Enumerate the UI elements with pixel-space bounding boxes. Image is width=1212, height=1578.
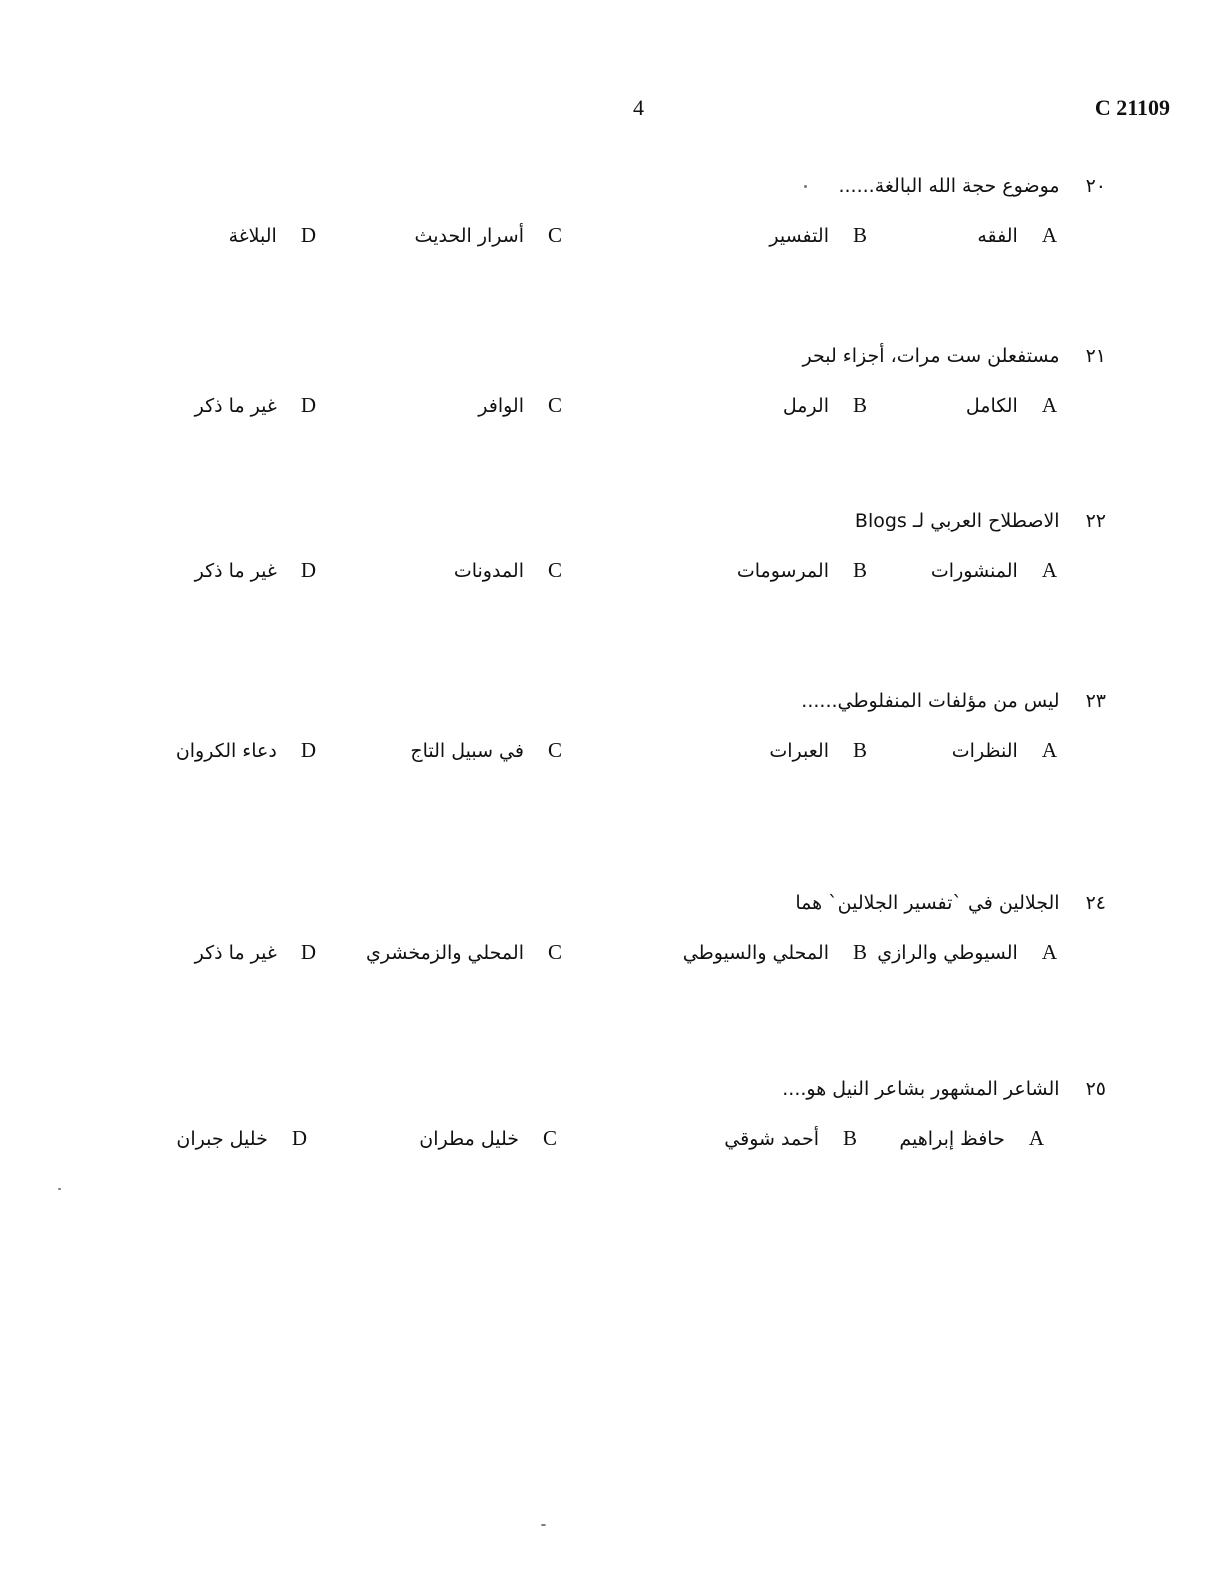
option-b[interactable] [769,223,867,248]
option-d[interactable] [229,223,316,248]
option-a[interactable] [952,738,1057,763]
option-b[interactable] [769,738,867,763]
question-21 [0,345,1212,455]
option-letter: B [842,1126,857,1150]
option-a[interactable] [899,1126,1044,1151]
option-letter: A [1041,738,1057,762]
option-text: غير ما ذكر [194,395,277,417]
question-stem [803,345,1107,367]
option-letter: C [542,1126,557,1150]
option-letter: C [547,940,562,964]
option-letter: D [300,940,316,964]
page-number: 4 [633,95,644,120]
option-b[interactable] [737,558,867,583]
option-c[interactable] [415,223,562,248]
question-number: ٢٤ [1085,892,1106,914]
option-a[interactable] [877,940,1057,965]
question-stem [782,1078,1106,1100]
option-c[interactable] [454,558,562,583]
option-text: خليل مطران [419,1128,519,1150]
option-c[interactable] [478,393,562,418]
question-text: موضوع حجة الله البالغة...... [838,175,1060,197]
option-c[interactable] [419,1126,557,1151]
option-letter: A [1028,1126,1044,1150]
question-22 [0,510,1212,620]
option-letter: C [547,393,562,417]
option-letter: A [1041,393,1057,417]
option-letter: A [1041,223,1057,247]
question-stem [855,510,1106,532]
option-text: العبرات [769,740,829,762]
option-d[interactable] [195,393,316,418]
option-text: المحلي والسيوطي [682,942,829,964]
option-letter: A [1041,558,1057,582]
option-letter: D [300,223,316,247]
option-letter: B [852,223,867,247]
option-d[interactable] [176,1126,307,1151]
option-c[interactable] [410,738,562,763]
option-text: الفقه [977,225,1018,247]
option-letter: B [852,940,867,964]
question-25 [0,1078,1212,1188]
option-text: في سبيل التاج [410,740,524,762]
question-24 [0,892,1212,1002]
question-text: ليس من مؤلفات المنفلوطي...... [801,690,1060,712]
question-text: الاصطلاح العربي لـ Blogs [854,510,1060,532]
option-text: البلاغة [228,225,277,247]
question-number: ٢٢ [1085,510,1106,532]
question-number: ٢٣ [1085,690,1106,712]
option-a[interactable] [931,558,1057,583]
option-letter: A [1041,940,1057,964]
option-text: أسرار الحديث [414,225,524,247]
option-b[interactable] [783,393,867,418]
option-letter: B [852,558,867,582]
option-letter: C [547,558,562,582]
question-number: ٢١ [1085,345,1106,367]
option-a[interactable] [966,393,1057,418]
question-20 [0,175,1212,285]
option-text: المحلي والزمخشري [366,942,524,964]
option-text: أحمد شوقي [724,1128,819,1150]
option-text: النظرات [951,740,1018,762]
option-letter: D [300,738,316,762]
scan-speck [804,185,807,188]
question-23 [0,690,1212,800]
question-number: ٢٠ [1085,175,1106,197]
question-stem [838,175,1106,197]
option-text: المدونات [453,560,524,582]
option-d[interactable] [176,738,316,763]
option-b[interactable] [724,1126,857,1151]
option-text: حافظ إبراهيم [899,1128,1005,1150]
option-letter: C [547,223,562,247]
option-letter: B [852,393,867,417]
option-letter: C [547,738,562,762]
question-text: الجلالين في `تفسير الجلالين` هما [795,892,1060,914]
option-text: خليل جبران [176,1128,268,1150]
option-text: الرمل [782,395,829,417]
question-number: ٢٥ [1085,1078,1106,1100]
option-d[interactable] [195,940,316,965]
scan-speck [541,1524,546,1526]
question-stem [801,690,1106,712]
option-text: السيوطي والرازي [877,942,1018,964]
option-text: التفسير [769,225,829,247]
option-letter: D [291,1126,307,1150]
option-text: الوافر [478,395,524,417]
option-text: غير ما ذكر [194,942,277,964]
option-text: المرسومات [736,560,829,582]
option-text: الكامل [965,395,1018,417]
option-d[interactable] [195,558,316,583]
question-stem [795,892,1106,914]
question-text: مستفعلن ست مرات، أجزاء لبحر [802,345,1060,367]
exam-code: C 21109 [1094,95,1170,120]
option-letter: D [300,393,316,417]
option-text: المنشورات [930,560,1018,582]
option-letter: D [300,558,316,582]
option-c[interactable] [366,940,562,965]
option-a[interactable] [977,223,1057,248]
option-letter: B [852,738,867,762]
option-text: دعاء الكروان [175,740,277,762]
question-text: الشاعر المشهور بشاعر النيل هو.... [782,1078,1060,1100]
option-text: غير ما ذكر [194,560,277,582]
scan-speck [58,1188,61,1190]
option-b[interactable] [683,940,867,965]
